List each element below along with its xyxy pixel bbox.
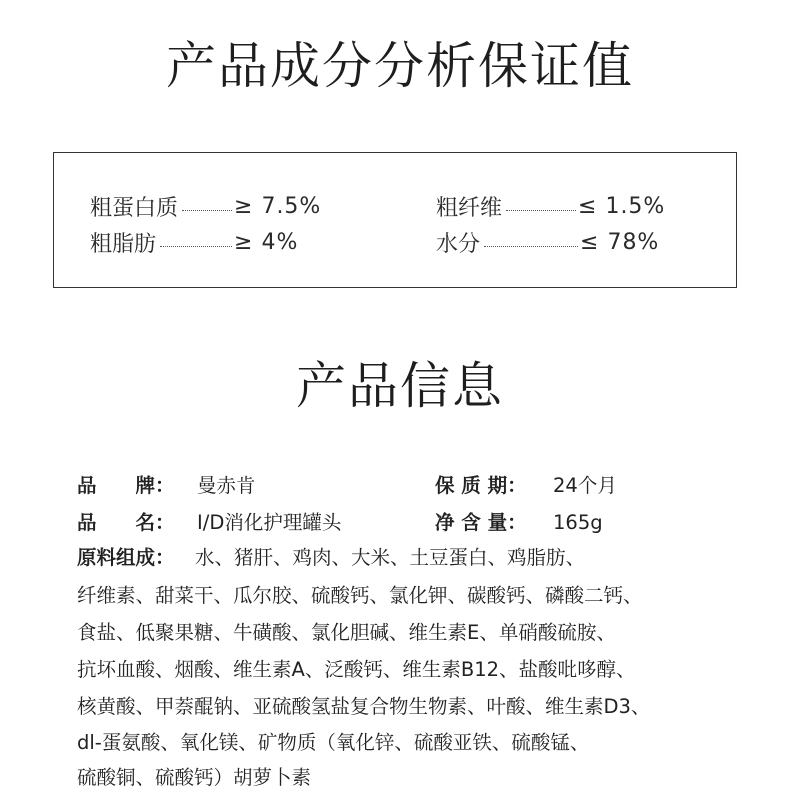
item-value: ≤ 78%: [580, 229, 660, 255]
item-name: 粗脂肪: [90, 231, 157, 257]
info-row-brand: [77, 470, 256, 502]
net-content-label: 净 含 量：: [435, 511, 527, 534]
ingredients-line-2: 纤维素、甜菜干、瓜尔胶、硫酸钙、氯化钾、碳酸钙、磷酸二钙、: [77, 584, 643, 607]
item-value: ≤ 1.5%: [578, 193, 666, 219]
guarantee-item-crude-fat: [90, 225, 298, 259]
ingredients-line-3: 食盐、低聚果糖、牛磺酸、氯化胆碱、维生素E、单硝酸硫胺、: [77, 621, 616, 644]
guarantee-title: 产品成分分析保证值: [166, 37, 634, 95]
dotted-leader: [506, 210, 576, 211]
ingredients-line-6: dl-蛋氨酸、氧化镁、矿物质（氧化锌、硫酸亚铁、硫酸锰、: [77, 731, 590, 754]
item-name: 粗纤维: [436, 195, 503, 221]
ingredients-line-1: [77, 542, 585, 574]
guarantee-item-moisture: [436, 225, 659, 259]
dotted-leader: [484, 246, 578, 247]
shelf-life-value: 24个月: [553, 474, 617, 497]
shelf-life-label: 保 质 期：: [435, 474, 527, 497]
dotted-leader: [182, 210, 232, 211]
guarantee-item-crude-fiber: [436, 189, 665, 223]
item-name: 水分: [436, 231, 481, 257]
ingredients-line-4: 抗坏血酸、烟酸、维生素A、泛酸钙、维生素B12、盐酸吡哆醇、: [77, 658, 636, 681]
info-row-net-content: [435, 507, 603, 539]
guarantee-box: [53, 152, 737, 288]
product-name-label: 品 名：: [77, 511, 175, 534]
ingredients-text: 水、猪肝、鸡肉、大米、土豆蛋白、鸡脂肪、: [195, 546, 586, 569]
info-title: 产品信息: [296, 357, 504, 415]
product-name-value: I/D消化护理罐头: [197, 511, 342, 534]
item-value: ≥ 4%: [234, 229, 299, 255]
dotted-leader: [160, 246, 232, 247]
guarantee-item-crude-protein: [90, 189, 321, 223]
item-name: 粗蛋白质: [90, 195, 179, 221]
ingredients-line-7: 硫酸铜、硫酸钙）胡萝卜素: [77, 766, 312, 789]
info-row-product-name: [77, 507, 341, 539]
item-value: ≥ 7.5%: [234, 193, 322, 219]
net-content-value: 165g: [553, 511, 603, 534]
info-row-shelf-life: [435, 470, 617, 502]
ingredients-label: 原料组成：: [77, 546, 175, 569]
ingredients-line-5: 核黄酸、甲萘醌钠、亚硫酸氢盐复合物生物素、叶酸、维生素D3、: [77, 695, 651, 718]
brand-label: 品 牌：: [77, 474, 175, 497]
brand-value: 曼赤肯: [197, 474, 256, 497]
